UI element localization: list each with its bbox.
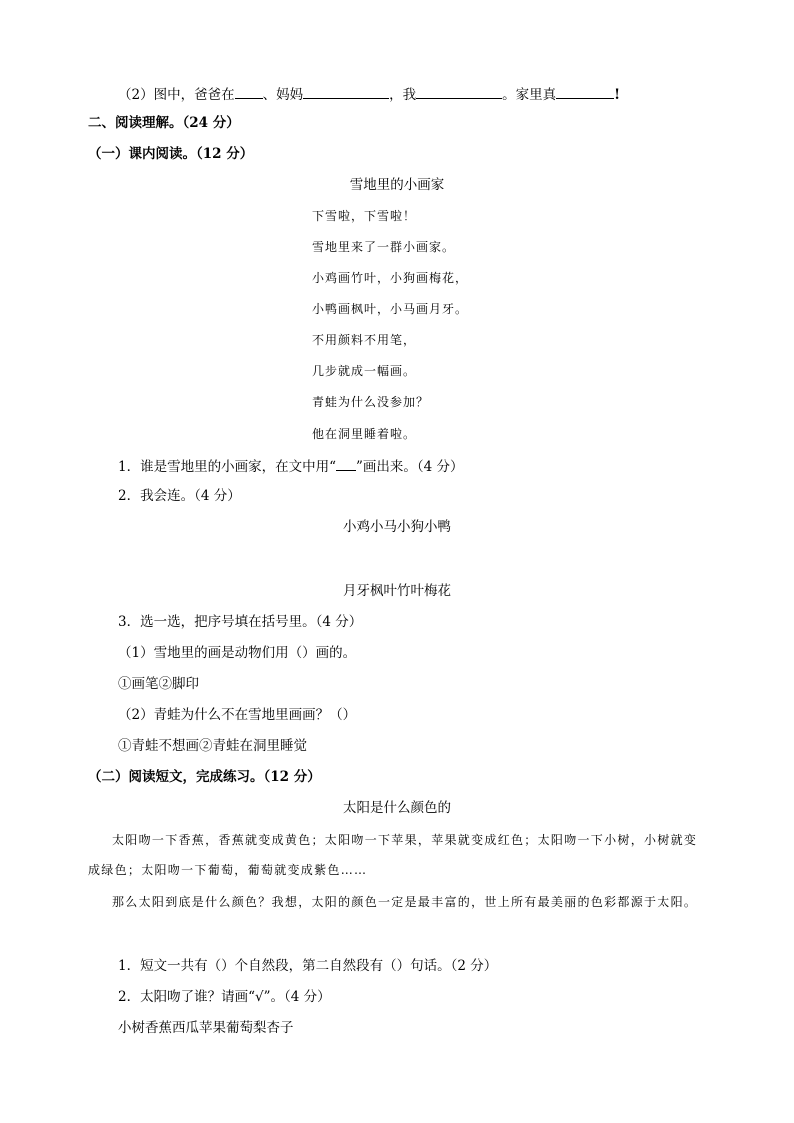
subsection-title-short-text: （二）阅读短文，完成练习。（12 分） bbox=[88, 769, 321, 785]
section-title-reading: 二、阅读理解。（24 分） bbox=[88, 115, 240, 131]
poem-line: 雪地里来了一群小画家。 bbox=[312, 240, 456, 254]
question-3-1: （1）雪地里的画是动物们用（）画的。 bbox=[118, 645, 357, 661]
poem-line: 青蛙为什么没参加？ bbox=[312, 395, 430, 409]
part2-question-2: 2．太阳吻了谁？请画“√”。（4 分） bbox=[118, 989, 331, 1005]
story-paragraph-2: 那么太阳到底是什么颜色？我想，太阳的颜色一定是最丰富的，世上所有最美丽的色彩都源于太阳。 bbox=[112, 895, 698, 909]
poem-line: 小鸡画竹叶，小狗画梅花， bbox=[312, 271, 469, 285]
question-3-1-options[interactable]: ①画笔②脚印 bbox=[118, 676, 199, 692]
match-drawings[interactable]: 月牙枫叶竹叶梅花 bbox=[343, 583, 451, 599]
blank-me[interactable] bbox=[416, 84, 502, 99]
part2-question-1: 1．短文一共有（）个自然段，第二自然段有（）句话。（2 分） bbox=[118, 958, 498, 974]
poem-line: 不用颜料不用笔， bbox=[312, 333, 417, 347]
question-2: 2．我会连。（4 分） bbox=[118, 488, 241, 504]
blank-dad[interactable] bbox=[235, 84, 263, 99]
poem-line: 他在洞里睡着啦。 bbox=[312, 427, 417, 441]
poem-title: 雪地里的小画家 bbox=[349, 177, 445, 193]
picture-question-line: （2）图中，爸爸在 、妈妈 ，我 。家里真 ! bbox=[118, 84, 620, 104]
story-title: 太阳是什么颜色的 bbox=[343, 800, 451, 816]
blank-mom[interactable] bbox=[303, 84, 389, 99]
question-3: 3．选一选，把序号填在括号里。（4 分） bbox=[118, 614, 363, 630]
question-3-2: （2）青蛙为什么不在雪地里画画？（） bbox=[118, 707, 357, 723]
match-animals[interactable]: 小鸡小马小狗小鸭 bbox=[343, 519, 451, 535]
blank-home[interactable] bbox=[556, 84, 614, 99]
poem-line: 几步就成一幅画。 bbox=[312, 364, 417, 378]
poem-line: 小鸭画枫叶，小马画月牙。 bbox=[312, 302, 469, 316]
question-3-2-options[interactable]: ①青蛙不想画②青蛙在洞里睡觉 bbox=[118, 738, 307, 754]
underline-sample bbox=[336, 456, 356, 471]
poem-line: 下雪啦，下雪啦！ bbox=[312, 209, 417, 223]
question-1: 1．谁是雪地里的小画家，在文中用“ ”画出来。（4 分） bbox=[118, 456, 464, 476]
story-paragraph-1: 太阳吻一下香蕉，香蕉就变成黄色；太阳吻一下苹果，苹果就变成红色；太阳吻一下小树，小树就变成绿色；太阳吻一下葡萄，葡萄就变成紫色…… bbox=[88, 833, 698, 877]
subsection-title-in-class: （一）课内阅读。（12 分） bbox=[88, 146, 254, 162]
part2-options[interactable]: 小树香蕉西瓜苹果葡萄梨杏子 bbox=[118, 1020, 294, 1036]
